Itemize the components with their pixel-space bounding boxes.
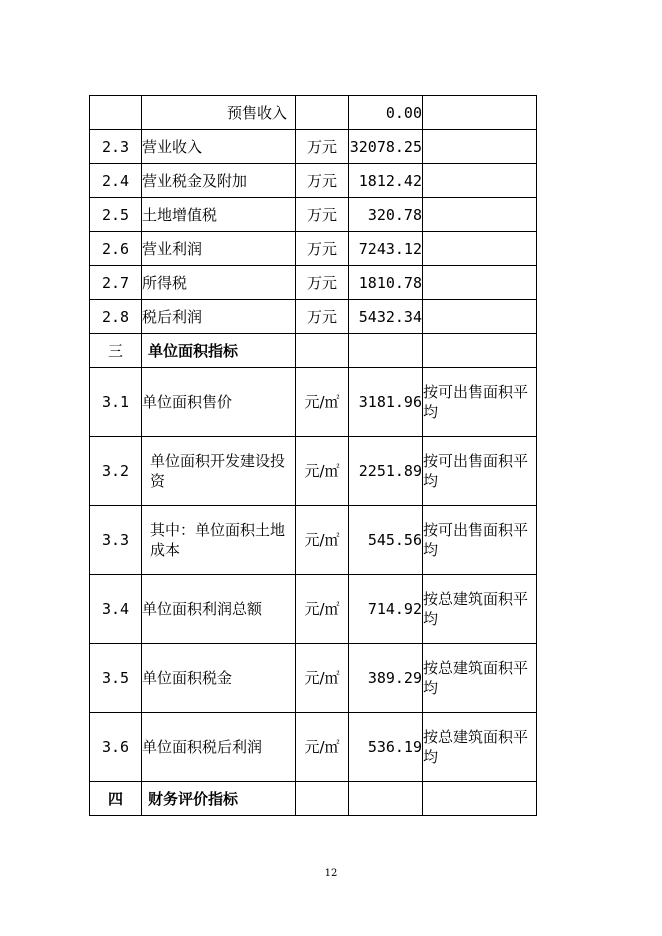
item-value: 320.78	[349, 198, 423, 232]
item-value	[349, 334, 423, 368]
item-unit: 万元	[296, 266, 349, 300]
item-value: 5432.34	[349, 300, 423, 334]
item-unit: 元/㎡	[296, 506, 349, 575]
section-number: 三	[90, 334, 142, 368]
item-note: 按可出售面积平均	[423, 506, 537, 575]
item-unit: 万元	[296, 198, 349, 232]
item-note: 按总建筑面积平均	[423, 644, 537, 713]
row-number: 2.5	[90, 198, 142, 232]
table-row	[90, 232, 537, 266]
table-row	[90, 96, 537, 130]
table-section-row	[90, 782, 537, 816]
item-note	[423, 266, 537, 300]
item-name: 单位面积税金	[142, 644, 296, 713]
item-name: 单位面积开发建设投资	[142, 437, 296, 506]
item-name: 单位面积税后利润	[142, 713, 296, 782]
item-name: 营业收入	[142, 130, 296, 164]
section-number: 四	[90, 782, 142, 816]
item-name: 单位面积售价	[142, 368, 296, 437]
item-name: 单位面积利润总额	[142, 575, 296, 644]
item-value: 2251.89	[349, 437, 423, 506]
row-number: 3.4	[90, 575, 142, 644]
item-name: 营业税金及附加	[142, 164, 296, 198]
table-row	[90, 506, 537, 575]
item-note: 按总建筑面积平均	[423, 575, 537, 644]
row-number	[90, 96, 142, 130]
table-row	[90, 164, 537, 198]
table-row	[90, 266, 537, 300]
item-name: 土地增值税	[142, 198, 296, 232]
table-row	[90, 575, 537, 644]
item-unit: 万元	[296, 164, 349, 198]
page-number: 12	[324, 868, 338, 879]
item-unit: 元/㎡	[296, 368, 349, 437]
item-value: 1812.42	[349, 164, 423, 198]
section-title: 单位面积指标	[142, 334, 296, 368]
item-value: 1810.78	[349, 266, 423, 300]
item-note	[423, 300, 537, 334]
table-row	[90, 368, 537, 437]
item-name: 预售收入	[142, 96, 296, 130]
row-number: 3.6	[90, 713, 142, 782]
table-row	[90, 198, 537, 232]
item-value: 545.56	[349, 506, 423, 575]
row-number: 2.8	[90, 300, 142, 334]
table-row	[90, 644, 537, 713]
item-unit: 万元	[296, 300, 349, 334]
table-section-row	[90, 334, 537, 368]
section-title: 财务评价指标	[142, 782, 296, 816]
table-row	[90, 130, 537, 164]
item-name: 营业利润	[142, 232, 296, 266]
item-note: 按总建筑面积平均	[423, 713, 537, 782]
item-value: 714.92	[349, 575, 423, 644]
item-unit: 元/㎡	[296, 575, 349, 644]
item-note	[423, 334, 537, 368]
item-unit: 元/㎡	[296, 713, 349, 782]
item-note	[423, 96, 537, 130]
item-value: 0.00	[349, 96, 423, 130]
row-number: 2.7	[90, 266, 142, 300]
item-value: 32078.25	[349, 130, 423, 164]
table-row	[90, 713, 537, 782]
row-number: 3.3	[90, 506, 142, 575]
item-value: 389.29	[349, 644, 423, 713]
item-note	[423, 164, 537, 198]
row-number: 3.2	[90, 437, 142, 506]
item-value: 3181.96	[349, 368, 423, 437]
item-value: 536.19	[349, 713, 423, 782]
item-note: 按可出售面积平均	[423, 437, 537, 506]
item-unit: 元/㎡	[296, 644, 349, 713]
item-unit: 元/㎡	[296, 437, 349, 506]
item-unit: 万元	[296, 232, 349, 266]
table-row	[90, 437, 537, 506]
row-number: 3.1	[90, 368, 142, 437]
row-number: 2.3	[90, 130, 142, 164]
item-unit	[296, 782, 349, 816]
item-unit	[296, 96, 349, 130]
row-number: 3.5	[90, 644, 142, 713]
item-unit	[296, 334, 349, 368]
row-number: 2.4	[90, 164, 142, 198]
item-name: 税后利润	[142, 300, 296, 334]
item-value: 7243.12	[349, 232, 423, 266]
table-row	[90, 300, 537, 334]
item-note: 按可出售面积平均	[423, 368, 537, 437]
item-name: 其中：单位面积土地成本	[142, 506, 296, 575]
item-note	[423, 232, 537, 266]
item-name: 所得税	[142, 266, 296, 300]
item-note	[423, 782, 537, 816]
row-number: 2.6	[90, 232, 142, 266]
item-value	[349, 782, 423, 816]
item-unit: 万元	[296, 130, 349, 164]
item-note	[423, 198, 537, 232]
item-note	[423, 130, 537, 164]
financial-indicator-table	[89, 95, 537, 816]
